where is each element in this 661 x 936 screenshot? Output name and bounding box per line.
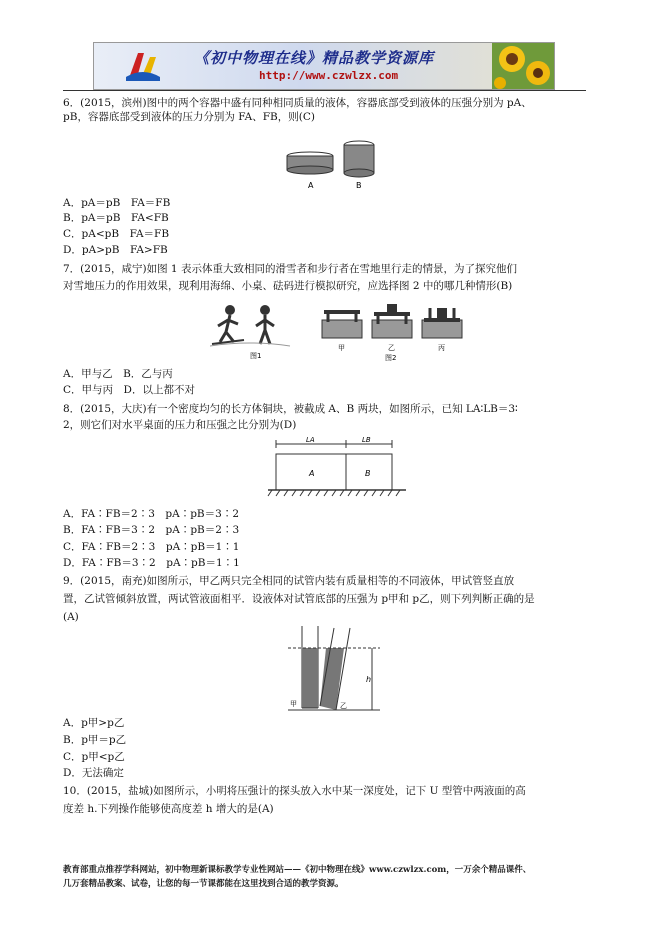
q7-figure [210,300,470,362]
q7-fig2-label: 图2 [385,354,397,362]
q8-option-c: C．FA∶FB＝2∶3 pA∶pB＝1∶1 [63,541,240,553]
q8-fig-lb: LB [362,436,371,444]
q8-fig-b: B [365,469,371,478]
skier-walker-illustration [210,305,290,346]
q6-option-c: C．pA<pB FA＝FB [63,228,170,240]
q9-option-b: B．p甲＝p乙 [63,734,127,746]
q6-option-b: B．pA＝pB FA<FB [63,212,169,224]
q8-fig-a: A [309,469,315,478]
header-banner [93,42,555,90]
banner-url[interactable]: http://www.czwlzx.com [259,69,399,82]
q8-fig-la: LA [306,436,315,444]
q7-stem-line1: 7．(2015，咸宁)如图 1 表示体重大致相同的滑雪者和步行者在雪地里行走的情景，为了探究他们 [63,263,517,275]
q7-stem-line2: 对雪地压力的作用效果，现利用海绵、小桌、砝码进行模拟研究，应选择图 2 中的哪几种情形(B) [63,280,513,292]
q9-option-d: D．无法确定 [63,767,124,779]
q7-options-line1: A．甲与乙 B．乙与丙 [63,368,173,380]
q6-containers-figure [283,137,383,192]
q7-label-bing: 丙 [438,344,445,352]
q9-stem-line1: 9．(2015，南充)如图所示，甲乙两只完全相同的试管内装有质量相等的不同液体，甲试管竖直放 [63,575,515,587]
q9-fig-h: h [366,675,372,684]
footer-line2: 几万套精品教案、试卷，让您的每一节课都能在这里找到合适的教学资源。 [63,879,344,889]
q8-option-b: B．FA∶FB＝3∶2 pA∶pB＝2∶3 [63,524,240,536]
q8-option-d: D．FA∶FB＝3∶2 pA∶pB＝1∶1 [63,557,240,569]
sponge-table-yi [372,304,412,338]
footer-line1: 教育部重点推荐学科网站，初中物理新课标教学专业性网站——《初中物理在线》www.czwlzx.com，一万余个精品课件、 [63,865,532,875]
sunflower-icon [492,43,554,89]
q9-stem-line2: 置，乙试管倾斜放置，两试管液面相平．设液体对试管底部的压强为 p甲和 p乙，则下列判断正确的是 [63,593,535,605]
q8-stem-line1: 8．(2015，大庆)有一个密度均匀的长方体铜块，被截成 A、B 两块，如图所示，已知 LA∶LB＝3∶ [63,403,518,415]
header-rule [63,90,586,91]
banner-title: 《初中物理在线》精品教学资源库 [194,49,435,67]
q7-label-yi: 乙 [388,344,395,352]
q9-option-c: C．p甲<p乙 [63,751,125,763]
q7-fig1-label: 图1 [250,352,262,360]
q7-options-line2: C．甲与丙 D．以上都不对 [63,384,195,396]
sponge-table-jia [322,310,362,338]
q8-stem-line2: 2，则它们对水平桌面的压力和压强之比分别为(D) [63,419,297,431]
q8-copper-block-figure [266,436,408,502]
q9-test-tubes-figure [288,624,384,716]
q6-fig-label-b: B [356,181,362,190]
q6-fig-label-a: A [308,181,314,190]
q8-option-a: A．FA∶FB＝2∶3 pA∶pB＝3∶2 [63,508,240,520]
sponge-table-bing [422,308,462,338]
q7-label-jia: 甲 [338,344,345,352]
q9-fig-jia: 甲 [290,700,297,708]
q6-option-d: D．pA>pB FA>FB [63,244,168,256]
q6-stem-line1: 6．(2015，滨州)图中的两个容器中盛有同种相同质量的液体，容器底部受到液体的压强分别为 pA、 [63,97,532,109]
q10-stem-line1: 10．(2015，盐城)如图所示，小明将压强计的探头放入水中某一深度处，记下 U 型管中两液面的高 [63,785,526,797]
q10-stem-line2: 度差 h.下列操作能够使高度差 h 增大的是(A) [63,803,274,815]
q9-option-a: A．p甲>p乙 [63,717,125,729]
q6-stem-line2: pB，容器底部受到液体的压力分别为 FA、FB，则(C) [63,111,315,123]
q9-fig-yi: 乙 [340,702,347,710]
q9-stem-line3: (A) [63,611,79,623]
site-logo-icon [124,47,162,85]
q6-option-a: A．pA＝pB FA＝FB [63,197,171,209]
